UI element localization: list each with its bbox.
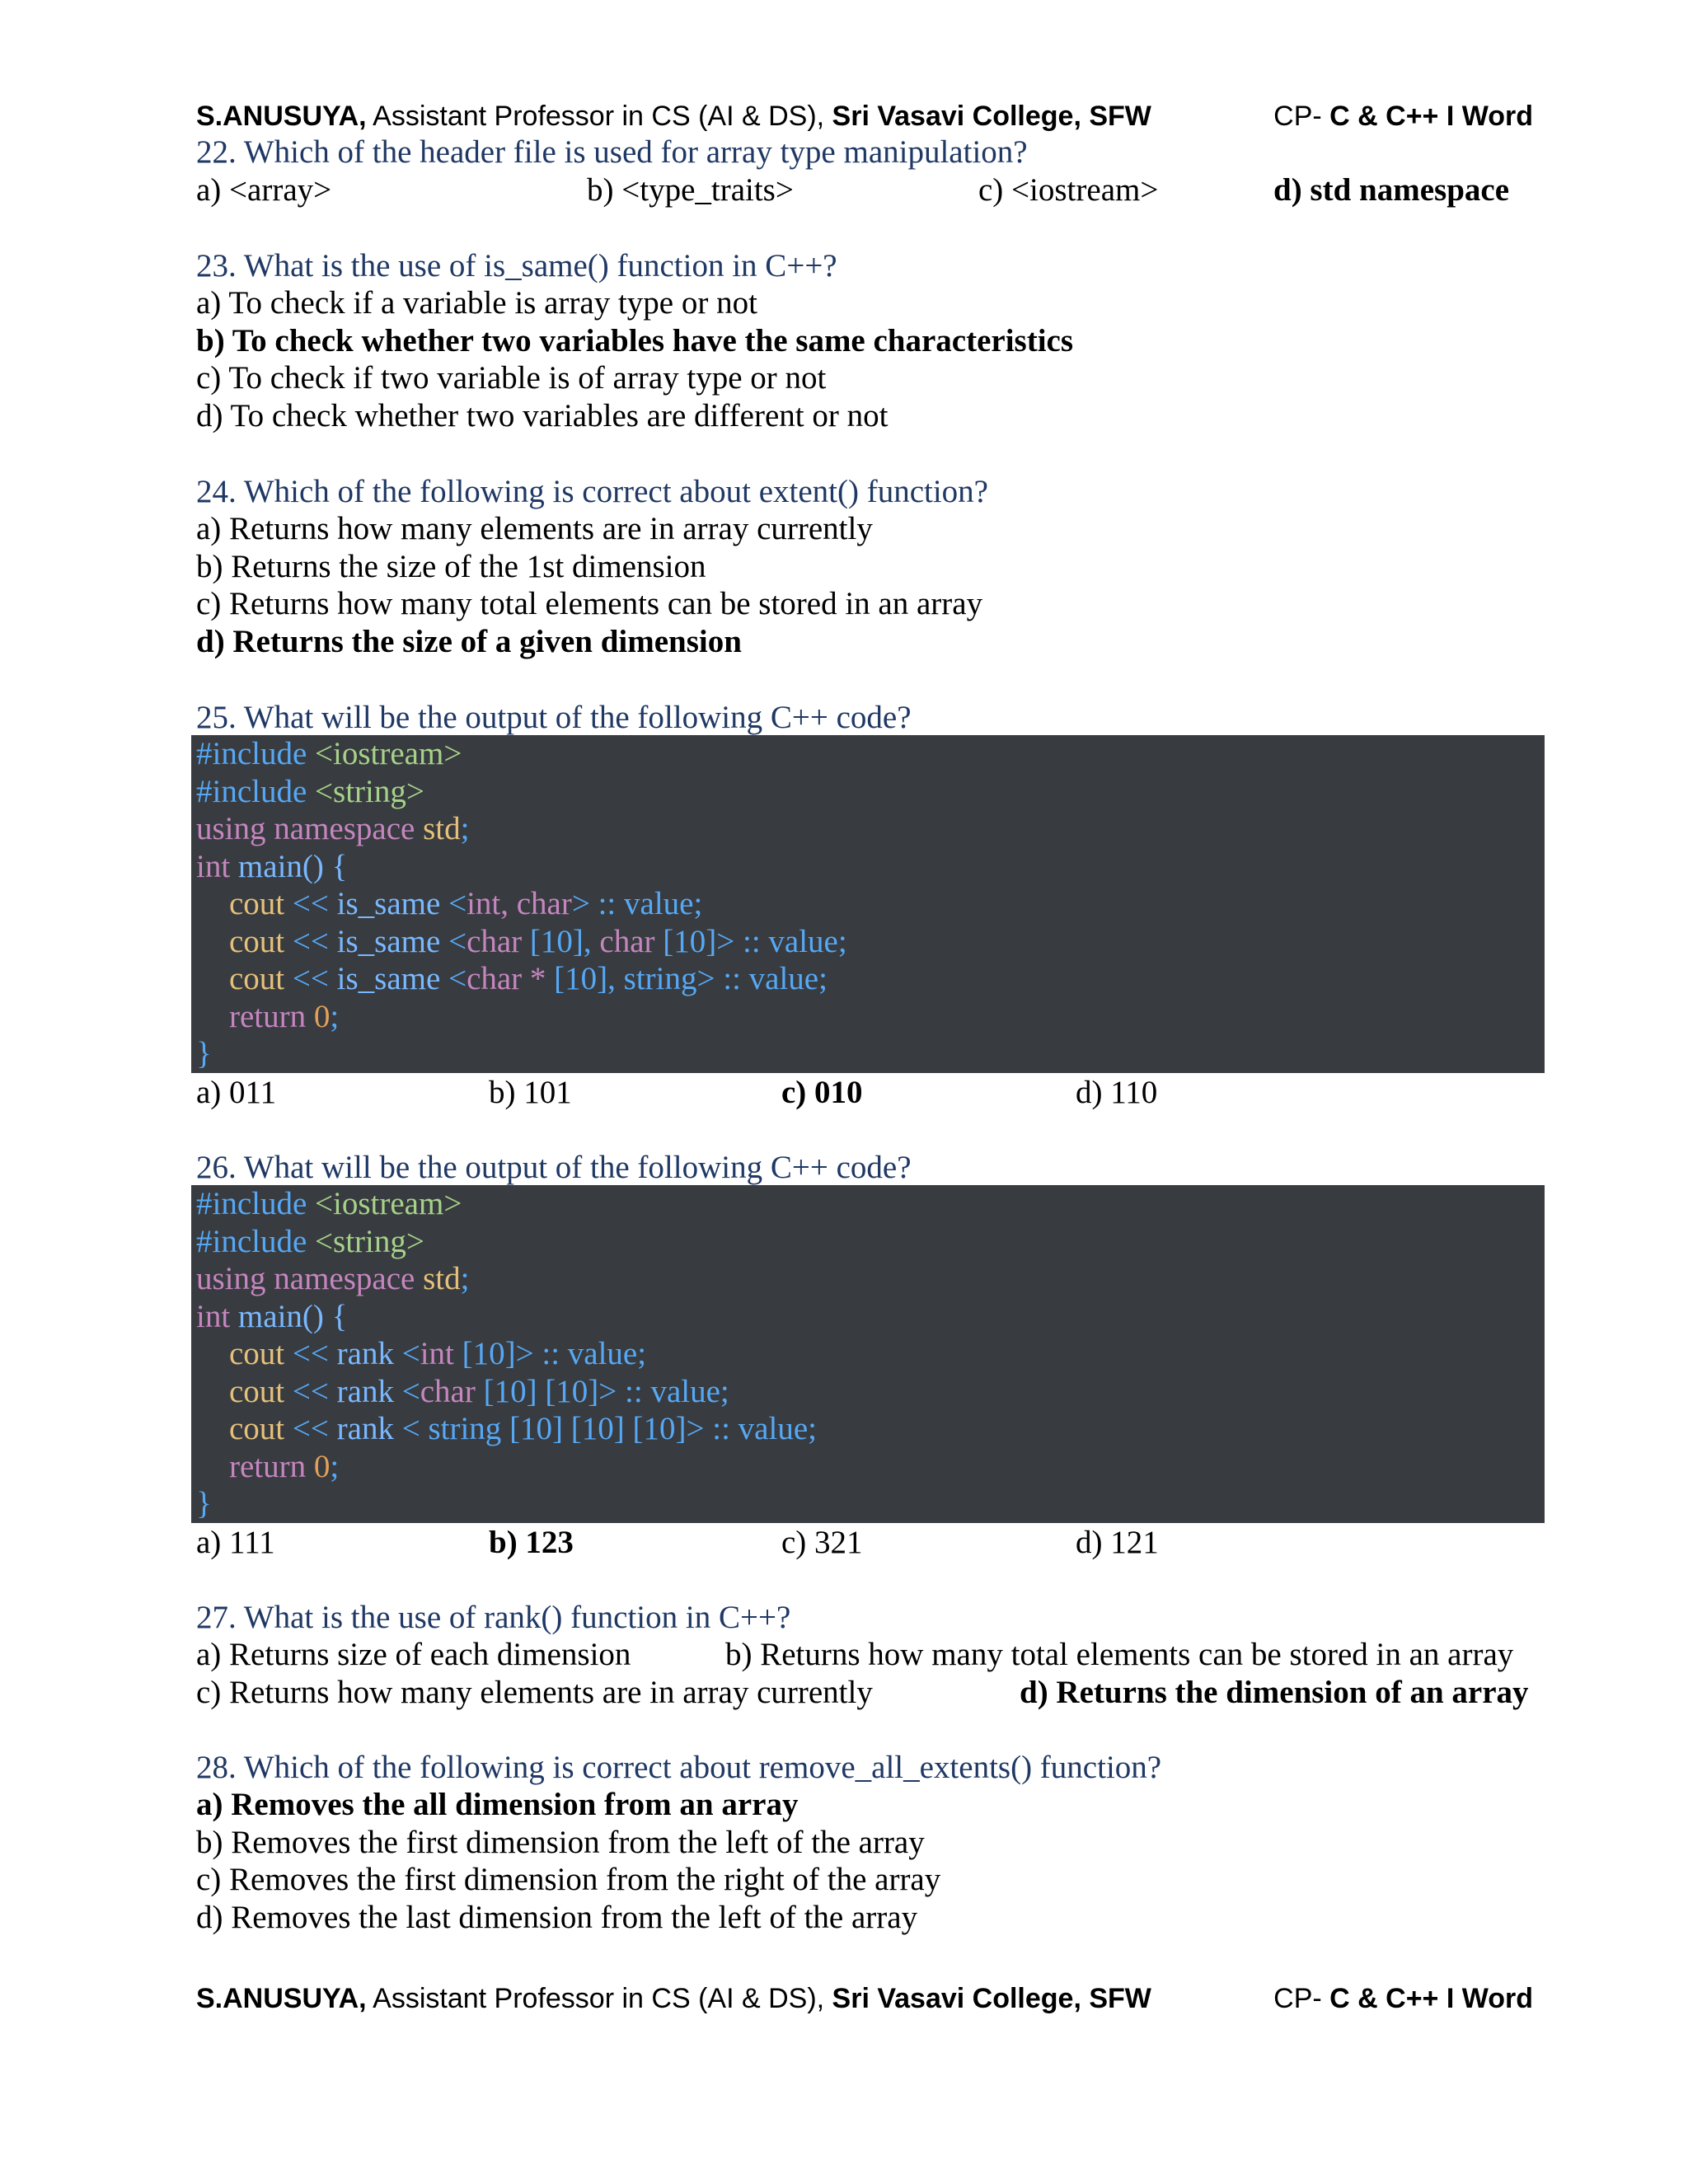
q26-option-c: c) 321 [781, 1525, 863, 1560]
code-token: std [423, 811, 461, 846]
q28-option-c: c) Removes the first dimension from the right of the array [196, 1862, 941, 1897]
code-token: > :: value; [598, 1373, 729, 1409]
code-token: [10] [509, 1411, 564, 1446]
author-name: S.ANUSUYA, [196, 101, 367, 132]
course-name: C & C++ I Word [1329, 1983, 1533, 2014]
code-token: [10] [570, 1411, 625, 1446]
footer-right [1273, 1983, 1533, 2015]
code-token: return [229, 1448, 314, 1484]
q23-option-b: b) To check whether two variables have the same characteristics [196, 323, 1074, 359]
code-token: << [292, 1411, 337, 1446]
q25-option-a: a) 011 [196, 1075, 277, 1110]
code-token: <string> [315, 1223, 424, 1259]
footer-left [196, 1983, 1151, 2015]
code-token: int, char [467, 886, 572, 921]
code-line [196, 960, 1540, 998]
author-role: Assistant Professor in CS (AI & DS), [366, 1983, 832, 2014]
code-token [625, 1411, 633, 1446]
code-token: rank [336, 1411, 402, 1446]
code-token: int [196, 1298, 231, 1334]
code-token: #include [196, 773, 316, 809]
code-token: cout [229, 1336, 293, 1371]
code-token: [10] [663, 923, 717, 959]
code-token: is_same [336, 961, 449, 996]
code-line [196, 1223, 1540, 1261]
code-line [196, 735, 1540, 773]
code-token: ; [460, 1261, 470, 1296]
code-token: cout [229, 1411, 293, 1446]
code-token: , string [607, 961, 697, 996]
q28-option-a: a) Removes the all dimension from an array [196, 1787, 799, 1822]
code-token: << [292, 961, 337, 996]
code-token: > :: value; [571, 886, 703, 921]
code-token: cout [229, 1373, 293, 1409]
q27-option-d: d) Returns the dimension of an array [1020, 1675, 1529, 1710]
q24-option-d: d) Returns the size of a given dimension [196, 624, 742, 659]
header-left [196, 101, 1151, 133]
header-right [1273, 101, 1533, 133]
q24-option-c: c) Returns how many total elements can be stored in an array [196, 586, 983, 621]
q28-option-b: b) Removes the first dimension from the left of the array [196, 1825, 925, 1860]
code-token: char [420, 1373, 484, 1409]
q27-option-c: c) Returns how many elements are in array currently [196, 1675, 873, 1710]
q26-option-a: a) 111 [196, 1525, 275, 1560]
q22-option-b: b) <type_traits> [587, 172, 794, 208]
code-line [196, 773, 1540, 811]
code-token: int [196, 848, 231, 884]
code-token: <iostream> [315, 736, 462, 771]
code-token: cout [229, 961, 293, 996]
code-token: is_same [336, 886, 449, 921]
code-token: #include [196, 1186, 316, 1221]
question-25: 25. What will be the output of the following C++ code? [196, 700, 912, 735]
code-token: [10] [554, 961, 608, 996]
code-token: > :: value; [696, 961, 828, 996]
code-line [196, 848, 1540, 886]
code-token: rank [336, 1336, 402, 1371]
course-prefix: CP- [1273, 1983, 1330, 2014]
code-line [196, 1185, 1540, 1223]
code-token: ; [460, 811, 470, 846]
code-line [196, 810, 1540, 848]
q24-option-a: a) Returns how many elements are in array currently [196, 511, 873, 546]
code-token: char * [467, 961, 555, 996]
code-token: > :: value; [716, 923, 847, 959]
code-line [196, 1335, 1540, 1373]
code-token: is_same [336, 923, 449, 959]
question-23: 23. What is the use of is_same() function in C++? [196, 248, 837, 284]
code-token: return [229, 998, 314, 1034]
code-token: < [401, 1373, 420, 1409]
question-26: 26. What will be the output of the following C++ code? [196, 1150, 912, 1185]
code-token [563, 1411, 571, 1446]
code-token: , [583, 923, 600, 959]
code-token: rank [336, 1373, 402, 1409]
code-token: main() { [230, 848, 348, 884]
q27-option-a: a) Returns size of each dimension [196, 1637, 631, 1672]
code-token: < [448, 886, 467, 921]
code-token: using namespace [196, 811, 424, 846]
code-token [537, 1374, 546, 1409]
q24-option-b: b) Returns the size of the 1st dimension [196, 549, 706, 584]
q23-option-c: c) To check if two variable is of array type or not [196, 360, 827, 396]
q26-option-b: b) 123 [489, 1525, 574, 1560]
code-token: main() { [230, 1298, 348, 1334]
code-line [196, 1485, 1540, 1523]
code-token: > :: value; [515, 1336, 647, 1371]
code-token: #include [196, 736, 316, 771]
code-token: < [401, 1336, 420, 1371]
code-token: [10] [632, 1411, 687, 1446]
code-line [196, 1298, 1540, 1336]
code-token: [10] [483, 1373, 537, 1409]
code-line [196, 1035, 1540, 1073]
course-name: C & C++ I Word [1329, 101, 1533, 132]
q26-option-d: d) 121 [1076, 1525, 1159, 1560]
page-footer [196, 1983, 1533, 2015]
code-token: < [448, 923, 467, 959]
code-line [196, 1260, 1540, 1298]
q25-option-c: c) 010 [781, 1075, 863, 1110]
code-token: [10] [529, 923, 584, 959]
q23-option-a: a) To check if a variable is array type or not [196, 285, 757, 321]
code-token: [10] [462, 1336, 516, 1371]
code-token: } [196, 1036, 212, 1071]
course-prefix: CP- [1273, 101, 1330, 132]
code-token: <string> [315, 773, 424, 809]
question-27: 27. What is the use of rank() function in C++? [196, 1600, 791, 1635]
q23-option-d: d) To check whether two variables are different or not [196, 398, 889, 434]
code-block-26 [191, 1185, 1545, 1523]
code-token: using namespace [196, 1261, 424, 1296]
code-token: } [196, 1486, 212, 1521]
code-line [196, 1448, 1540, 1486]
q22-option-a: a) <array> [196, 172, 332, 208]
code-token: << [292, 886, 337, 921]
code-token: std [423, 1261, 461, 1296]
code-token: char [599, 923, 663, 959]
q22-option-c: c) <iostream> [978, 172, 1159, 208]
code-token: int [420, 1336, 462, 1371]
q25-option-d: d) 110 [1076, 1075, 1158, 1110]
code-token: << [292, 1373, 337, 1409]
code-line [196, 998, 1540, 1036]
code-token: > :: value; [686, 1411, 817, 1446]
code-token: char [467, 923, 530, 959]
author-name: S.ANUSUYA, [196, 1983, 367, 2014]
code-block-25 [191, 735, 1545, 1073]
q22-option-d: d) std namespace [1273, 172, 1510, 208]
code-token: < string [401, 1411, 510, 1446]
q25-option-b: b) 101 [489, 1075, 572, 1110]
question-22: 22. Which of the header file is used for array type manipulation? [196, 134, 1028, 170]
code-token: <iostream> [315, 1186, 462, 1221]
code-token: ; [330, 1448, 340, 1484]
code-token: << [292, 923, 337, 959]
code-token: 0 [313, 1448, 331, 1484]
page-header [196, 101, 1533, 133]
code-token: 0 [313, 998, 331, 1034]
code-token: cout [229, 886, 293, 921]
q27-option-b: b) Returns how many total elements can be stored in an array [725, 1637, 1514, 1672]
question-24: 24. Which of the following is correct about extent() function? [196, 474, 988, 509]
author-role: Assistant Professor in CS (AI & DS), [366, 101, 832, 132]
code-line [196, 1373, 1540, 1411]
code-token: cout [229, 923, 293, 959]
question-28: 28. Which of the following is correct about remove_all_extents() function? [196, 1750, 1162, 1785]
code-token: < [448, 961, 467, 996]
code-line [196, 923, 1540, 961]
q28-option-d: d) Removes the last dimension from the left of the array [196, 1900, 918, 1935]
code-line [196, 1410, 1540, 1448]
college-name: Sri Vasavi College, SFW [832, 101, 1151, 132]
code-line [196, 885, 1540, 923]
college-name: Sri Vasavi College, SFW [832, 1983, 1151, 2014]
code-token: #include [196, 1223, 316, 1259]
code-token: ; [330, 998, 340, 1034]
code-token: [10] [545, 1373, 599, 1409]
code-token: << [292, 1336, 337, 1371]
